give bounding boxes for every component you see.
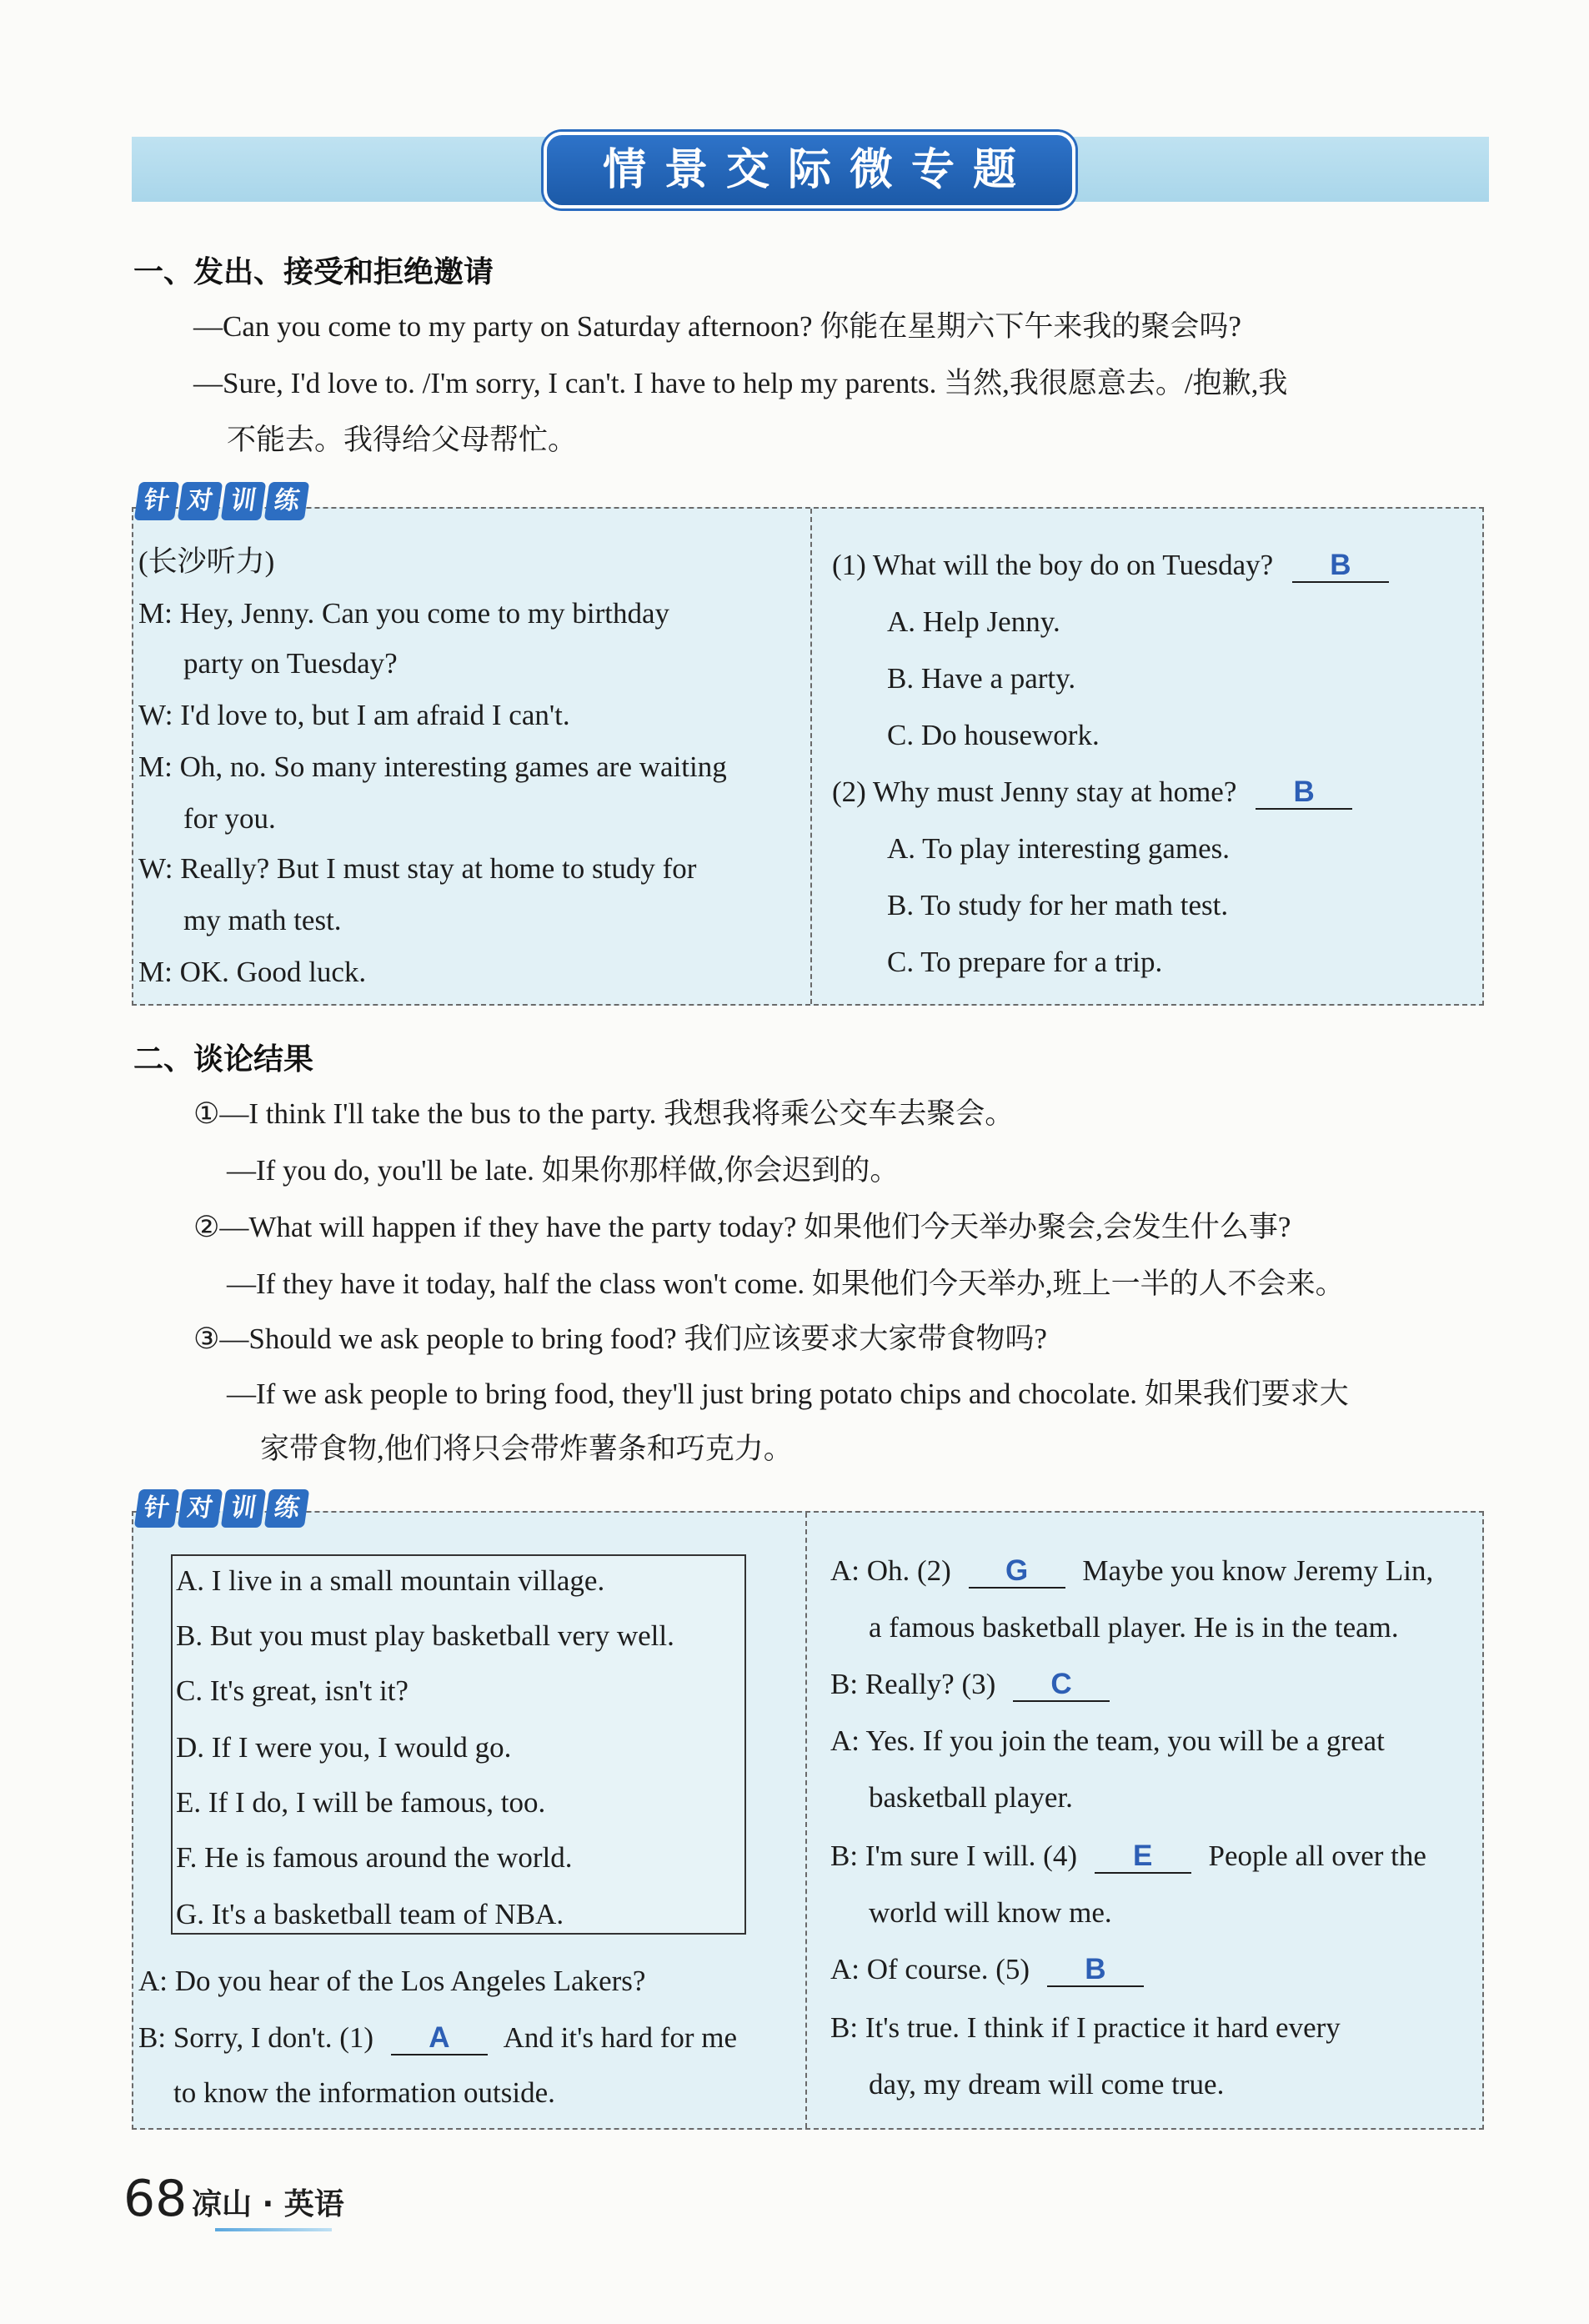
question-2-option: B. To study for her math test. [887, 889, 1229, 921]
dialog-text: Maybe you know Jeremy Lin, [1082, 1554, 1434, 1587]
dialog-line: for you. [183, 802, 276, 835]
section1-line-1: —Can you come to my party on Saturday afternoon? 你能在星期六下午来我的聚会吗? [193, 310, 1241, 343]
practice-tag-char: 训 [221, 1489, 266, 1528]
dialog-line: M: Hey, Jenny. Can you come to my birthday [138, 597, 670, 630]
dialog-line: a famous basketball player. He is in the team. [869, 1611, 1399, 1644]
dialog-text: A: Oh. (2) [830, 1554, 951, 1587]
section2-heading: 二、谈论结果 [133, 1042, 314, 1077]
question-1 [832, 547, 1389, 584]
dialog-text: B: Sorry, I don't. (1) [138, 2021, 374, 2054]
dialog-line: A: Yes. If you join the team, you will be a great [830, 1724, 1385, 1757]
section2-line-6: —If we ask people to bring food, they'll just bring potato chips and chocolate. 如果我们要求大 [227, 1378, 1349, 1410]
dialog-line [830, 1553, 1433, 1589]
question-1-option: A. Help Jenny. [887, 605, 1060, 638]
question-1-answer: B [1292, 550, 1389, 583]
dialog-text: A: Of course. (5) [830, 1953, 1030, 1985]
practice-tag-char: 训 [221, 482, 266, 520]
dialog-line: basketball player. [869, 1781, 1073, 1814]
dialog-line [830, 1951, 1154, 1988]
dialog-line: M: OK. Good luck. [138, 956, 367, 988]
option-a: A. I live in a small mountain village. [176, 1564, 605, 1597]
dialog-line: to know the information outside. [173, 2076, 555, 2109]
practice-tag-2 [137, 1489, 307, 1528]
dialog-text: B: Really? (3) [830, 1668, 996, 1700]
section1-heading: 一、发出、接受和拒绝邀请 [133, 255, 494, 289]
question-2-answer: B [1256, 776, 1352, 810]
question-1-option: C. Do housework. [887, 719, 1100, 751]
option-d: D. If I were you, I would go. [176, 1731, 512, 1764]
dialog-line [830, 1666, 1120, 1703]
blank-4-answer: E [1095, 1840, 1191, 1874]
practice-tag-char: 针 [134, 1489, 179, 1528]
dialog-line [830, 1838, 1426, 1875]
answer-options-box [171, 1554, 746, 1935]
option-c: C. It's great, isn't it? [176, 1674, 409, 1707]
question-2-text: (2) Why must Jenny stay at home? [832, 776, 1237, 808]
section2-line-3: ②—What will happen if they have the party today? 如果他们今天举办聚会,会发生什么事? [193, 1211, 1291, 1243]
practice-tag-char: 针 [134, 482, 179, 520]
blank-3-answer: C [1013, 1669, 1110, 1702]
section1-line-2: —Sure, I'd love to. /I'm sorry, I can't. I have to help my parents. 当然,我很愿意去。/抱歉,我 [193, 367, 1288, 399]
section2-line-2: —If you do, you'll be late. 如果你那样做,你会迟到的。 [227, 1154, 900, 1187]
practice-box-2-divider [805, 1513, 807, 2128]
practice-box-1 [132, 507, 1484, 1006]
dialog-line: W: I'd love to, but I am afraid I can't. [138, 699, 570, 731]
dialog-line: A: Do you hear of the Los Angeles Lakers? [138, 1965, 646, 1997]
question-1-option: B. Have a party. [887, 662, 1076, 695]
section2-line-1: ①—I think I'll take the bus to the party. 我想我将乘公交车去聚会。 [193, 1097, 1015, 1130]
practice-tag-char: 练 [264, 482, 309, 520]
blank-1-answer: A [391, 2022, 488, 2055]
question-2-option: C. To prepare for a trip. [887, 946, 1163, 978]
section2-line-4: —If they have it today, half the class won't come. 如果他们今天举办,班上一半的人不会来。 [227, 1267, 1345, 1300]
question-1-text: (1) What will the boy do on Tuesday? [832, 549, 1274, 581]
question-2 [832, 774, 1352, 811]
page-number: 68 [123, 2170, 188, 2228]
dialog-text: People all over the [1208, 1840, 1426, 1872]
blank-5-answer: B [1047, 1954, 1144, 1987]
option-b: B. But you must play basketball very well. [176, 1619, 674, 1652]
footer-underline [215, 2228, 332, 2231]
option-f: F. He is famous around the world. [176, 1841, 573, 1874]
dialog-text: And it's hard for me [503, 2021, 738, 2054]
dialog-source: (长沙听力) [138, 545, 275, 578]
dialog-line: world will know me. [869, 1896, 1112, 1929]
blank-2-answer: G [969, 1555, 1065, 1589]
practice-tag-1 [137, 482, 307, 520]
dialog-line [138, 2020, 737, 2056]
section2-line-5: ③—Should we ask people to bring food? 我们应该要求大家带食物吗? [193, 1323, 1047, 1355]
question-2-option: A. To play interesting games. [887, 832, 1230, 865]
section2-line-7: 家带食物,他们将只会带炸薯条和巧克力。 [260, 1433, 793, 1465]
dialog-line: W: Really? But I must stay at home to study for [138, 852, 697, 885]
practice-tag-char: 对 [178, 1489, 223, 1528]
page-title: 情景交际微专题 [544, 132, 1075, 208]
dialog-text: B: I'm sure I will. (4) [830, 1840, 1077, 1872]
practice-tag-char: 对 [178, 482, 223, 520]
dialog-line: B: It's true. I think if I practice it hard every [830, 2011, 1341, 2044]
practice-tag-char: 练 [264, 1489, 309, 1528]
practice-box-1-divider [810, 509, 812, 1004]
section1-line-3: 不能去。我得给父母帮忙。 [227, 424, 578, 456]
dialog-line: M: Oh, no. So many interesting games are waiting [138, 750, 727, 783]
dialog-line: party on Tuesday? [183, 647, 398, 680]
footer-book-title: 凉山 · 英语 [192, 2187, 344, 2221]
option-e: E. If I do, I will be famous, too. [176, 1786, 546, 1819]
option-g: G. It's a basketball team of NBA. [176, 1898, 564, 1930]
dialog-line: my math test. [183, 904, 342, 936]
dialog-line: day, my dream will come true. [869, 2068, 1225, 2101]
